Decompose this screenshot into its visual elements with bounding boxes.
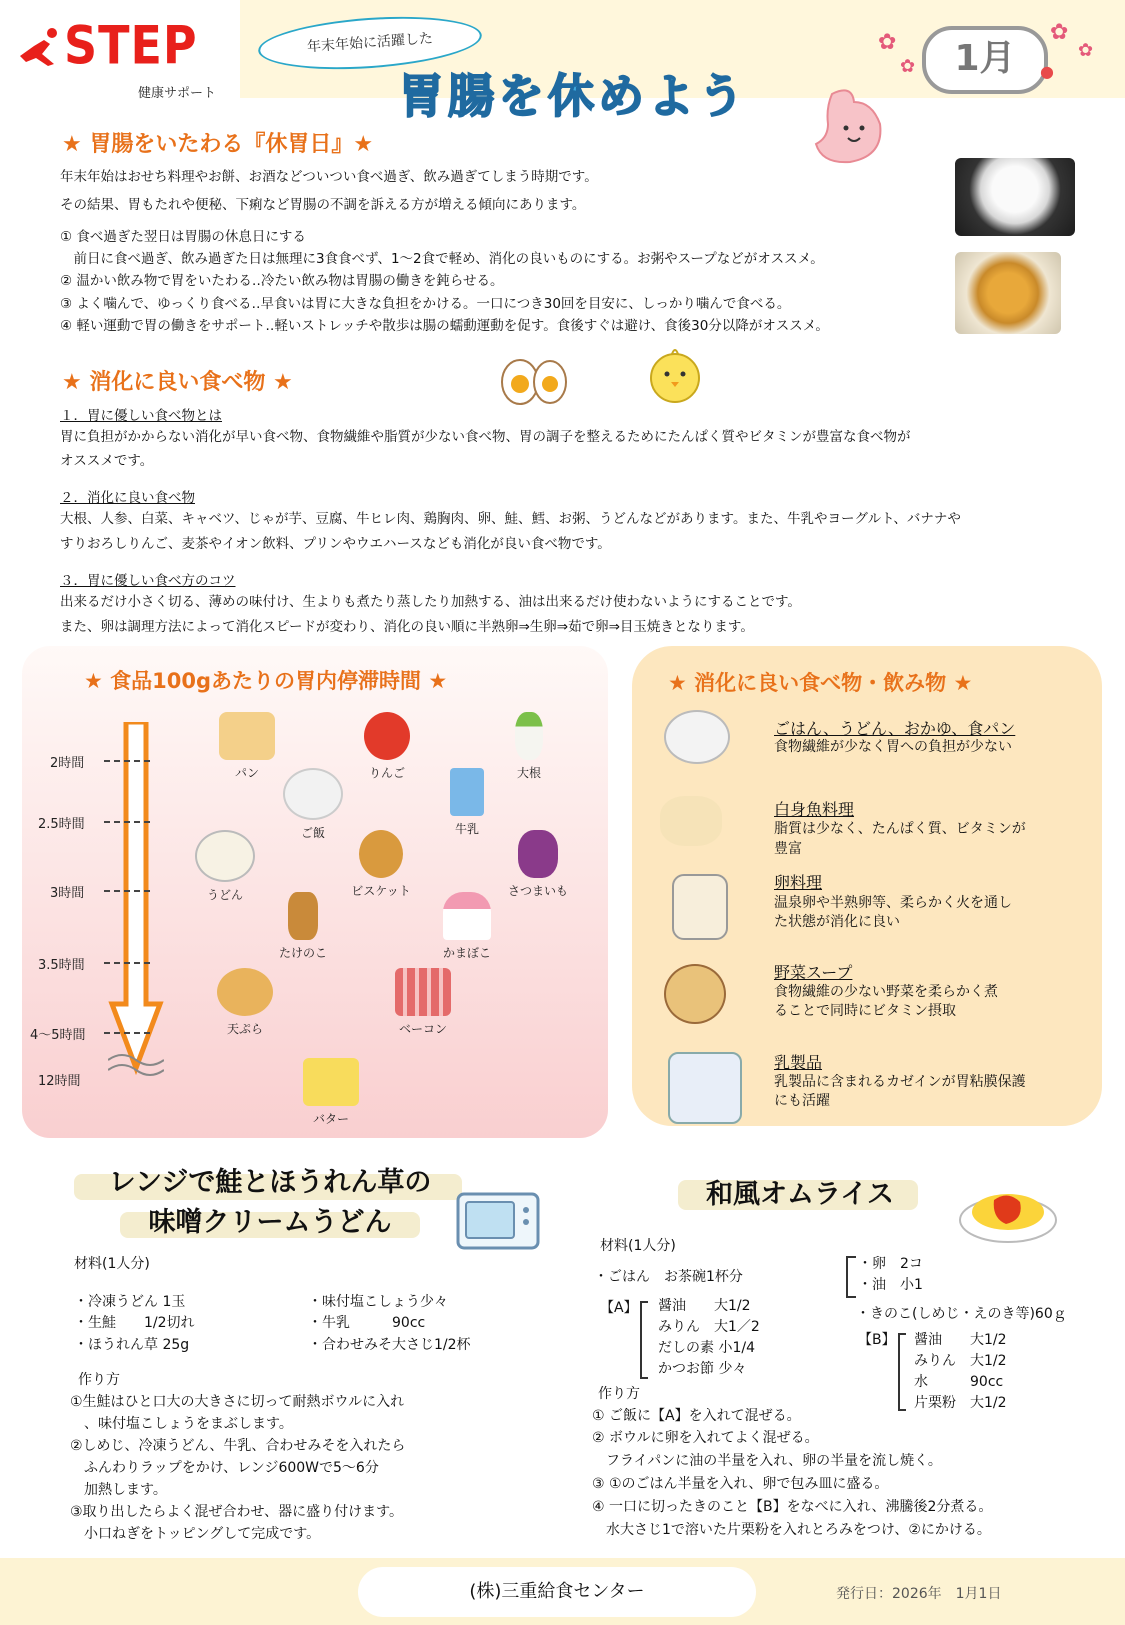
- recipe2-b-item: みりん 大1/2: [914, 1353, 1007, 1369]
- point-2: ② 温かい飲み物で胃をいたわる‥冷たい飲み物は胃腸の働きを鈍らせる。: [60, 273, 504, 289]
- flower-icon: ✿: [1078, 40, 1094, 61]
- recipe2-step: ③ ①のごはん半量を入れ、卵で包み皿に盛る。: [592, 1476, 889, 1492]
- good-food-desc: た状態が消化に良い: [774, 914, 900, 930]
- kamaboko-icon: [443, 892, 491, 940]
- recipe1-step: ふんわりラップをかけ、レンジ600Wで5～6分: [70, 1460, 379, 1476]
- recipe2-title: 和風オムライス: [706, 1179, 894, 1210]
- good-food-desc: 乳製品に含まれるカゼインが胃粘膜保護: [774, 1074, 1026, 1090]
- recipe1-step: ①生鮭はひと口大の大きさに切って耐熱ボウルに入れ: [70, 1394, 405, 1410]
- recipe1-step: 加熱します。: [70, 1482, 167, 1498]
- bacon-icon: [395, 968, 451, 1016]
- apple-icon: [364, 712, 410, 760]
- recipe2-a-label: 【A】: [600, 1300, 638, 1316]
- recipe2-materials-label: 材料(1人分): [600, 1238, 676, 1254]
- bread-icon: [219, 712, 275, 760]
- porridge-photo: [955, 158, 1075, 236]
- boiled-egg-icon: [498, 352, 570, 408]
- rice-bowl-icon: [283, 768, 343, 820]
- good-food-name: 白身魚料理: [774, 800, 855, 819]
- recipe2-b-label: 【B】: [858, 1332, 896, 1348]
- recipe1-step: ③取り出したらよく混ぜ合わせ、器に盛り付けます。: [70, 1504, 404, 1520]
- s2-text-3b: また、卵は調理方法によって消化スピードが変わり、消化の良い順に半熟卵⇒生卵⇒茹で卵⇒目玉焼きとなります。: [60, 619, 754, 635]
- recipe1-step: ②しめじ、冷凍うどん、牛乳、合わせみそを入れたら: [70, 1438, 406, 1454]
- logo-subtitle: 健康サポート: [138, 86, 217, 101]
- logo-box: [0, 0, 240, 101]
- good-food-name: ごはん、うどん、おかゆ、食パン: [774, 719, 1016, 738]
- yogurt-icon: [668, 1052, 742, 1124]
- issue-date: 発行日：2026年 1月1日: [836, 1586, 1002, 1602]
- recipe1-title-line1: レンジで鮭とほうれん草の: [108, 1167, 432, 1198]
- chick-icon: [642, 340, 708, 406]
- food-apple: りんご: [352, 712, 422, 781]
- time-tick: [104, 821, 150, 823]
- flower-icon: ✿: [878, 30, 897, 55]
- food-bread: パン: [212, 712, 282, 781]
- time-label: 3時間: [50, 886, 85, 901]
- recipe1-ingredient: ・味付塩こしょう少々: [308, 1294, 448, 1310]
- good-food-desc: 温泉卵や半熟卵等、柔らかく火を通し: [774, 895, 1012, 911]
- vegetable-soup-icon: [664, 964, 726, 1024]
- section1-heading: ★ 胃腸をいたわる『休胃日』★: [62, 132, 374, 157]
- recipe1-materials-label: 材料(1人分): [74, 1256, 150, 1272]
- fish-dish-icon: [660, 796, 722, 846]
- bracket: [640, 1301, 648, 1379]
- bubble-text: 年末年始に活躍した: [306, 30, 434, 56]
- time-tick: [104, 760, 150, 762]
- good-food-name: 乳製品: [774, 1053, 823, 1072]
- s2-text-2b: すりおろしりんご、麦茶やイオン飲料、プリンやウエハースなども消化が良い食べ物です。: [60, 536, 611, 552]
- food-bacon: ベーコン: [388, 968, 458, 1037]
- page-title: 胃腸を休めよう: [398, 69, 748, 123]
- food-butter: バター: [296, 1058, 366, 1127]
- good-food-name: 卵料理: [774, 873, 823, 892]
- flower-icon: ●: [1040, 62, 1054, 81]
- radish-icon: [515, 712, 543, 760]
- recipe2-a-item: かつお節 少々: [658, 1361, 747, 1377]
- food-tempura: 天ぷら: [210, 968, 280, 1037]
- s2-text-1b: オススメです。: [60, 453, 154, 469]
- recipe1-ingredient: ・生鮭 1/2切れ: [74, 1315, 195, 1331]
- good-food-desc: ることで同時にビタミン摂取: [774, 1003, 956, 1019]
- egg-dish-icon: [672, 874, 728, 940]
- tempura-icon: [217, 968, 273, 1016]
- biscuit-icon: [359, 830, 403, 878]
- food-milk: 牛乳: [432, 768, 502, 837]
- intro-line-2: その結果、胃もたれや便秘、下痢など胃腸の不調を訴える方が増える傾向にあります。: [60, 197, 586, 213]
- s2-text-2a: 大根、人参、白菜、キャベツ、じゃが芋、豆腐、牛ヒレ肉、鶏胸肉、卵、鮭、鱈、お粥、うどんなどがあります。また、牛乳やヨーグルト、バナナや: [60, 511, 961, 527]
- subhead-1: １．胃に優しい食べ物とは: [60, 408, 222, 424]
- stomach-time-title: ★ 食品100gあたりの胃内停滞時間 ★: [84, 669, 448, 693]
- recipe1-ingredient: ・合わせみそ大さじ1/2杯: [308, 1337, 471, 1353]
- recipe2-step: ④ 一口に切ったきのこと【B】をなべに入れ、沸騰後2分煮る。: [592, 1499, 993, 1515]
- time-tick: [104, 890, 150, 892]
- omurice-icon: [958, 1180, 1060, 1246]
- company-name: (株)三重給食センター: [358, 1567, 756, 1617]
- recipe2-a-item: 醤油 大1/2: [658, 1298, 751, 1314]
- rice-bowl-icon: [664, 710, 730, 764]
- good-food-desc: 食物繊維が少なく胃への負担が少ない: [774, 739, 1012, 755]
- s2-text-1a: 胃に負担がかからない消化が早い食べ物、食物繊維や脂質が少ない食べ物、胃の調子を整えるためにたんぱく質やビタミンが豊富な食べ物が: [60, 429, 911, 445]
- recipe2-rice: ・ごはん お茶碗1杯分: [594, 1269, 743, 1285]
- time-label: 12時間: [38, 1074, 81, 1089]
- simmered-food-photo: [955, 252, 1061, 334]
- month-badge: 1月: [922, 26, 1048, 94]
- recipe2-step: ① ご飯に【A】を入れて混ぜる。: [592, 1408, 801, 1424]
- milk-carton-icon: [450, 768, 484, 816]
- good-food-desc: 脂質は少なく、たんぱく質、ビタミンが: [774, 821, 1026, 837]
- recipe1-step: 小口ねぎをトッピングして完成です。: [70, 1526, 321, 1542]
- point-3: ③ よく噛んで、ゆっくり食べる‥早食いは胃に大きな負担をかける。一口につき30回を目安に、しっかり噛んで食べる。: [60, 296, 791, 312]
- recipe2-b-item: 醤油 大1/2: [914, 1332, 1007, 1348]
- food-udon: うどん: [190, 830, 260, 903]
- runner-icon: [14, 26, 62, 70]
- time-tick: [104, 962, 150, 964]
- recipe2-step: 水大さじ1で溶いた片栗粉を入れとろみをつけ、②にかける。: [592, 1522, 991, 1538]
- bracket: [898, 1333, 906, 1411]
- recipe2-step: フライパンに油の半量を入れ、卵の半量を流し焼く。: [592, 1453, 942, 1469]
- recipe2-egg: ・卵 2コ: [858, 1256, 923, 1272]
- intro-line-1: 年末年始はおせち料理やお餅、お酒などついつい食べ過ぎ、飲み過ぎてしまう時期です。: [60, 169, 598, 185]
- good-food-name: 野菜スープ: [774, 963, 853, 982]
- recipe2-mushroom: ・きのこ(しめじ・えのき等)60ｇ: [856, 1306, 1067, 1322]
- s2-text-3a: 出来るだけ小さく切る、薄めの味付け、生よりも煮たり蒸したり加熱する、油は出来るだけ使わないようにすることです。: [60, 594, 801, 610]
- good-food-desc: 食物繊維の少ない野菜を柔らかく煮: [774, 984, 998, 1000]
- step-logo: STEP: [64, 13, 198, 77]
- recipe2-method-label: 作り方: [598, 1386, 640, 1402]
- microwave-icon: [456, 1190, 540, 1252]
- point-1-detail: 前日に食べ過ぎ、飲み過ぎた日は無理に3食食べず、1～2食で軽め、消化の良いものにする。お粥やスープなどがオススメ。: [60, 251, 824, 267]
- recipe2-b-item: 片栗粉 大1/2: [914, 1395, 1007, 1411]
- stomach-character-icon: [792, 84, 902, 174]
- recipe2-oil: ・油 小1: [858, 1277, 923, 1293]
- sweet-potato-icon: [518, 830, 558, 878]
- food-kamaboko: かまぼこ: [432, 892, 502, 961]
- recipe1-ingredient: ・冷凍うどん 1玉: [74, 1294, 186, 1310]
- recipe2-b-item: 水 90cc: [914, 1374, 1004, 1390]
- good-foods-title: ★ 消化に良い食べ物・飲み物 ★: [668, 671, 973, 695]
- food-sweet-potato: さつまいも: [500, 830, 576, 899]
- recipe1-method-label: 作り方: [78, 1372, 120, 1388]
- good-food-desc: 豊富: [774, 841, 802, 857]
- recipe2-a-item: だしの素 小1/4: [658, 1340, 755, 1356]
- subhead-2: ２．消化に良い食べ物: [60, 490, 195, 506]
- food-bamboo: たけのこ: [268, 892, 338, 961]
- time-tick: [104, 1032, 150, 1034]
- section2-heading: ★ 消化に良い食べ物 ★: [62, 370, 293, 395]
- food-biscuit: ビスケット: [346, 830, 416, 899]
- food-radish: 大根: [494, 712, 564, 781]
- time-label: 2.5時間: [38, 817, 85, 832]
- udon-icon: [195, 830, 255, 882]
- subhead-3: ３．胃に優しい食べ方のコツ: [60, 573, 236, 589]
- recipe1-ingredient: ・牛乳 90cc: [308, 1315, 426, 1331]
- food-rice: ご飯: [278, 768, 348, 841]
- time-label: 4～5時間: [30, 1028, 86, 1043]
- recipe1-ingredient: ・ほうれん草 25g: [74, 1337, 190, 1353]
- recipe1-title-line2: 味噌クリームうどん: [148, 1207, 392, 1238]
- good-food-desc: にも活躍: [774, 1093, 830, 1109]
- recipe1-step: 、味付塩こしょうをまぶします。: [70, 1416, 293, 1432]
- flower-icon: ✿: [900, 56, 916, 77]
- point-1: ① 食べ過ぎた翌日は胃腸の休息日にする: [60, 229, 306, 245]
- time-label: 2時間: [50, 756, 85, 771]
- recipe2-step: ② ボウルに卵を入れてよく混ぜる。: [592, 1430, 819, 1446]
- bracket: [846, 1256, 856, 1298]
- flower-icon: ✿: [1050, 20, 1069, 45]
- recipe2-a-item: みりん 大1／2: [658, 1319, 760, 1335]
- butter-icon: [303, 1058, 359, 1106]
- time-label: 3.5時間: [38, 958, 85, 973]
- point-4: ④ 軽い運動で胃の働きをサポート‥軽いストレッチや散歩は腸の蠕動運動を促す。食後すぐは避け、食後30分以降がオススメ。: [60, 318, 829, 334]
- bamboo-shoot-icon: [288, 892, 318, 940]
